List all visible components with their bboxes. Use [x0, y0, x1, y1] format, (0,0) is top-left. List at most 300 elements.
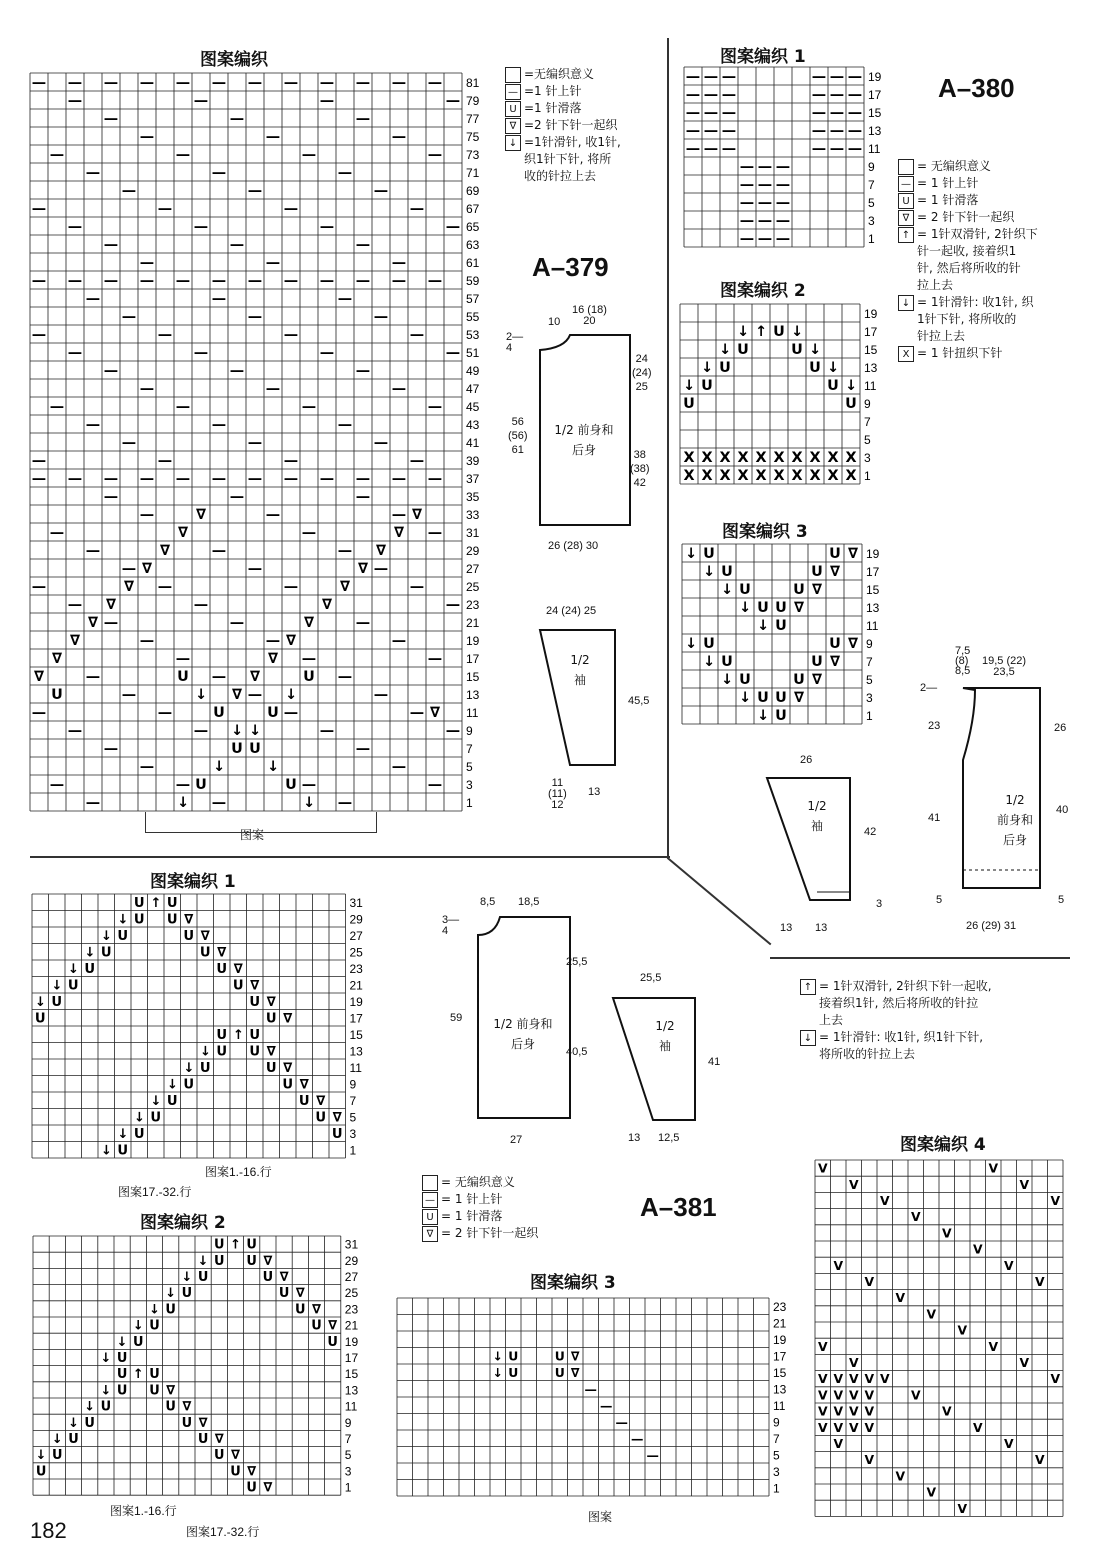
stitch-symbol: V — [895, 1468, 906, 1484]
row-number-label: 41 — [466, 436, 480, 451]
stitch-symbol: ∇ — [200, 928, 210, 944]
row-number-label: 1 — [864, 469, 871, 484]
stitch-symbol: — — [847, 105, 863, 122]
stitch-symbol: U — [775, 618, 787, 635]
a381-body-label: 1/2 前身和 后身 — [493, 1017, 553, 1051]
stitch-symbol: — — [584, 1381, 597, 1397]
stitch-grid — [682, 544, 892, 726]
stitch-symbol: ∇ — [570, 1364, 580, 1380]
stitch-symbol: U — [149, 1367, 160, 1383]
stitch-symbol: — — [211, 471, 227, 488]
stitch-symbol: — — [67, 219, 83, 236]
stitch-symbol: ∇ — [250, 978, 260, 994]
stitch-symbol: — — [445, 93, 461, 110]
stitch-symbol: — — [427, 147, 443, 164]
a379-sleeve-top: 24 (24) 25 — [546, 605, 597, 617]
stitch-symbol: ↓ — [100, 1143, 112, 1159]
a379-code: A–379 — [532, 252, 609, 282]
stitch-symbol: — — [685, 141, 701, 158]
row-number-label: 17 — [773, 1349, 787, 1364]
stitch-symbol: — — [157, 705, 173, 722]
legend-symbol-icon — [422, 1175, 438, 1191]
stitch-symbol: ∇ — [295, 1286, 305, 1302]
row-number-label: 5 — [864, 433, 871, 448]
stitch-symbol: U — [246, 1237, 257, 1253]
stitch-symbol: — — [193, 345, 209, 362]
stitch-symbol: — — [283, 579, 299, 596]
stitch-symbol: U — [199, 945, 211, 961]
stitch-symbol: — — [247, 273, 263, 290]
stitch-symbol: — — [721, 87, 737, 104]
legend-symbol-icon: U — [898, 193, 914, 209]
stitch-symbol: — — [847, 141, 863, 158]
stitch-symbol: — — [391, 507, 407, 524]
stitch-symbol: V — [833, 1436, 844, 1452]
legend-text: = 1 针扭织下针 — [917, 346, 1003, 360]
stitch-symbol: — — [211, 165, 227, 182]
stitch-symbol: U — [721, 654, 733, 671]
stitch-symbol: — — [49, 525, 65, 542]
stitch-symbol: — — [847, 87, 863, 104]
a380-chart3 — [682, 544, 892, 726]
stitch-symbol: ↓ — [266, 759, 280, 776]
a381-body-top-b: 18,5 — [518, 896, 540, 908]
row-number-label: 21 — [349, 978, 363, 993]
stitch-symbol: U — [554, 1348, 565, 1364]
row-number-label: 19 — [349, 994, 363, 1009]
stitch-symbol: ↓ — [149, 1302, 160, 1318]
stitch-symbol: — — [49, 147, 65, 164]
a381-legend — [422, 1174, 582, 1242]
stitch-symbol: ↓ — [194, 687, 208, 704]
row-number-label: 1 — [773, 1481, 780, 1496]
stitch-symbol: X — [719, 468, 731, 485]
a381-sleeve-schematic — [605, 990, 715, 1130]
stitch-symbol: — — [31, 273, 47, 290]
stitch-symbol: — — [703, 141, 719, 158]
stitch-symbol: — — [139, 471, 155, 488]
legend-text: = 1针滑针: 收1针, 织1针下针, 将所收的针拉上去 — [819, 1030, 984, 1061]
stitch-grid — [680, 304, 890, 486]
stitch-symbol: ↓ — [150, 1093, 162, 1109]
stitch-symbol: — — [193, 93, 209, 110]
stitch-symbol: — — [373, 561, 389, 578]
stitch-symbol: ↓ — [166, 1077, 178, 1093]
stitch-symbol: — — [373, 687, 389, 704]
stitch-symbol: ∇ — [198, 1415, 208, 1431]
a379-chart-title: 图案编织 — [200, 50, 268, 70]
a380-body-h-right2: 40 — [1056, 804, 1069, 816]
stitch-grid — [30, 73, 492, 813]
stitch-symbol: ↑ — [754, 324, 768, 341]
stitch-symbol: — — [757, 159, 773, 176]
stitch-symbol: U — [117, 1143, 129, 1159]
stitch-symbol: — — [229, 489, 245, 506]
stitch-symbol: — — [85, 165, 101, 182]
divider-diagonal — [667, 857, 772, 945]
stitch-symbol: ↓ — [183, 1060, 195, 1076]
stitch-symbol: — — [337, 669, 353, 686]
legend-symbol-icon: ∇ — [505, 118, 521, 134]
row-number-label: 3 — [864, 451, 871, 466]
stitch-symbol: ↓ — [720, 672, 734, 689]
stitch-symbol: ∇ — [316, 1093, 326, 1109]
stitch-symbol: U — [216, 961, 228, 977]
stitch-symbol: ∇ — [217, 945, 227, 961]
stitch-symbol: ∇ — [299, 1077, 309, 1093]
stitch-symbol: ↓ — [100, 1383, 112, 1399]
a380-chart2-title: 图案编织 2 — [720, 281, 806, 301]
stitch-symbol: U — [52, 1448, 63, 1464]
stitch-symbol: U — [166, 912, 178, 928]
stitch-symbol: U — [249, 1044, 261, 1060]
stitch-symbol: ∇ — [182, 1399, 192, 1415]
a380-chart3-title: 图案编织 3 — [722, 522, 808, 542]
stitch-symbol: V — [817, 1160, 828, 1176]
stitch-symbol: ∇ — [195, 507, 207, 524]
stitch-symbol: ↓ — [844, 378, 858, 395]
row-number-label: 55 — [466, 310, 480, 325]
a381-chart3-caption: 图案 — [588, 1510, 613, 1524]
stitch-symbol: — — [283, 705, 299, 722]
a381-body-bottom: 27 — [510, 1134, 523, 1146]
legend-text: = 2 针下针一起织 — [917, 210, 1015, 224]
row-number-label: 31 — [349, 895, 363, 910]
stitch-symbol: V — [879, 1371, 890, 1387]
legend-text: = 1 针滑落 — [441, 1209, 503, 1223]
stitch-symbol: — — [409, 327, 425, 344]
legend-symbol-icon — [898, 159, 914, 175]
stitch-symbol: U — [683, 396, 695, 413]
stitch-symbol: X — [791, 468, 803, 485]
legend-row — [505, 100, 655, 117]
legend-text: = 1 针滑落 — [917, 193, 979, 207]
row-number-label: 15 — [868, 106, 882, 121]
stitch-symbol: ∇ — [266, 1044, 276, 1060]
stitch-symbol: ↓ — [738, 690, 752, 707]
legend-symbol-icon: U — [422, 1209, 438, 1225]
stitch-symbol: V — [848, 1355, 859, 1371]
divider-horizontal-right — [770, 957, 1070, 959]
row-number-label: 23 — [344, 1302, 359, 1317]
row-number-label: 11 — [866, 619, 879, 634]
row-number-label: 3 — [868, 214, 875, 229]
stitch-symbol: ∇ — [321, 597, 333, 614]
a381-chart4 — [815, 1160, 1093, 1518]
a381-chart2-cap2: 图案17.-32.行 — [186, 1525, 260, 1539]
stitch-symbol: U — [84, 1415, 95, 1431]
stitch-symbol: U — [703, 546, 715, 563]
stitch-symbol: V — [864, 1274, 875, 1290]
legend-row — [898, 209, 1073, 226]
a380-code: A–380 — [938, 73, 1015, 103]
stitch-symbol: — — [811, 123, 827, 140]
stitch-symbol: — — [211, 669, 227, 686]
stitch-symbol: U — [231, 741, 243, 758]
stitch-symbol: U — [809, 360, 821, 377]
stitch-symbol: ↓ — [35, 1448, 47, 1464]
row-number-label: 13 — [864, 361, 878, 376]
a380-chart1 — [684, 67, 894, 249]
row-number-label: 5 — [344, 1448, 352, 1463]
row-number-label: 19 — [344, 1334, 359, 1349]
stitch-symbol: V — [910, 1387, 921, 1403]
stitch-symbol: U — [775, 690, 787, 707]
stitch-symbol: — — [49, 777, 65, 794]
stitch-symbol: ↓ — [181, 1270, 193, 1286]
stitch-symbol: U — [285, 777, 297, 794]
stitch-symbol: — — [427, 399, 443, 416]
stitch-symbol: — — [121, 435, 137, 452]
stitch-symbol: — — [49, 399, 65, 416]
a381-chart3 — [397, 1298, 799, 1498]
stitch-symbol: V — [1034, 1274, 1045, 1290]
stitch-symbol: U — [508, 1364, 519, 1380]
stitch-symbol: — — [319, 219, 335, 236]
row-number-label: 1 — [344, 1480, 352, 1495]
stitch-symbol: V — [848, 1403, 859, 1419]
row-number-label: 19 — [866, 547, 880, 562]
stitch-symbol: X — [737, 468, 749, 485]
stitch-symbol: — — [139, 381, 155, 398]
row-number-label: 7 — [866, 655, 873, 670]
page-number: 182 — [30, 1518, 67, 1543]
stitch-symbol: U — [183, 928, 195, 944]
stitch-symbol: — — [703, 87, 719, 104]
row-number-label: 23 — [349, 961, 363, 976]
a381-body-top-a: 8,5 — [480, 896, 496, 908]
stitch-symbol: V — [910, 1209, 921, 1225]
legend-row — [898, 345, 1073, 362]
stitch-symbol: — — [157, 453, 173, 470]
row-number-label: 9 — [868, 160, 875, 175]
a380-body-h-top: 23 — [928, 720, 941, 732]
stitch-symbol: — — [337, 543, 353, 560]
row-number-label: 15 — [866, 583, 880, 598]
stitch-symbol: ↓ — [682, 378, 696, 395]
stitch-symbol: X — [737, 450, 749, 467]
legend-row — [800, 1029, 1060, 1063]
a379-body-height: 56 (56) 61 — [508, 416, 528, 456]
a380-legend — [898, 158, 1073, 362]
stitch-symbol: — — [703, 69, 719, 86]
stitch-symbol: ∇ — [829, 564, 841, 581]
stitch-symbol: — — [175, 399, 191, 416]
stitch-symbol: — — [139, 273, 155, 290]
stitch-symbol: ↓ — [100, 1351, 112, 1367]
stitch-symbol: ↑ — [150, 895, 162, 911]
stitch-symbol: V — [926, 1306, 937, 1322]
stitch-symbol: — — [775, 159, 791, 176]
stitch-symbol: — — [85, 417, 101, 434]
row-number-label: 11 — [773, 1398, 786, 1413]
stitch-symbol: — — [721, 123, 737, 140]
stitch-symbol: ∇ — [249, 669, 261, 686]
row-number-label: 21 — [773, 1316, 787, 1331]
stitch-symbol: U — [303, 669, 315, 686]
stitch-symbol: ∇ — [141, 561, 153, 578]
a379-body-top-a: 10 — [548, 316, 561, 328]
stitch-symbol: — — [85, 291, 101, 308]
stitch-symbol: X — [755, 450, 767, 467]
stitch-symbol: V — [1019, 1355, 1030, 1371]
legend-text: = 无编织意义 — [441, 1175, 515, 1189]
row-number-label: 3 — [466, 778, 473, 793]
stitch-symbol: — — [775, 195, 791, 212]
stitch-symbol: ∇ — [328, 1318, 338, 1334]
stitch-symbol: ∇ — [184, 912, 194, 928]
stitch-symbol: V — [817, 1403, 828, 1419]
stitch-symbol: — — [247, 561, 263, 578]
stitch-symbol: — — [85, 543, 101, 560]
a379-chart-caption: 图案 — [240, 828, 265, 842]
stitch-symbol: U — [214, 1253, 225, 1269]
row-number-label: 19 — [868, 70, 882, 85]
stitch-symbol: — — [31, 453, 47, 470]
row-number-label: 29 — [349, 912, 363, 927]
row-number-label: 17 — [864, 325, 878, 340]
row-number-label: 49 — [466, 364, 480, 379]
stitch-symbol: — — [103, 75, 119, 92]
stitch-symbol: U — [195, 777, 207, 794]
stitch-symbol: X — [809, 450, 821, 467]
a379-sleeve-label: 1/2 袖 — [570, 653, 590, 687]
row-number-label: 17 — [466, 652, 480, 667]
stitch-symbol: ↓ — [826, 360, 840, 377]
a381-sleeve-top: 25,5 — [640, 972, 662, 984]
stitch-symbol: — — [139, 255, 155, 272]
a379-body-side-bot: 38 (38) 42 — [630, 449, 650, 489]
stitch-symbol: ∇ — [311, 1302, 322, 1318]
stitch-symbol: ↓ — [51, 1432, 63, 1448]
stitch-symbol: U — [721, 564, 733, 581]
divider-horizontal-left — [30, 856, 670, 858]
stitch-symbol: — — [337, 291, 353, 308]
stitch-symbol: ∇ — [811, 582, 823, 599]
stitch-symbol: — — [391, 759, 407, 776]
a381-sleeve-bot-b: 12,5 — [658, 1132, 680, 1144]
stitch-symbol: ∇ — [793, 600, 805, 617]
stitch-symbol: ∇ — [87, 615, 99, 632]
stitch-symbol: ∇ — [266, 994, 276, 1010]
legend-text: = 1针双滑针, 2针织下 针一起收, 接着织1 针, 然后将所收的针 拉上去 — [917, 227, 1038, 292]
stitch-symbol: ∇ — [33, 669, 45, 686]
stitch-symbol: — — [283, 201, 299, 218]
row-number-label: 19 — [466, 634, 480, 649]
legend-text: = 1针滑针: 收1针, 织 1针下针, 将所收的 针拉上去 — [917, 295, 1034, 343]
stitch-symbol: — — [391, 633, 407, 650]
stitch-symbol: ∇ — [332, 1110, 342, 1126]
stitch-symbol: V — [848, 1419, 859, 1435]
stitch-symbol: ∇ — [829, 654, 841, 671]
stitch-symbol: V — [1050, 1371, 1061, 1387]
a380-body-label: 1/2 前身和 后身 — [996, 793, 1033, 847]
stitch-symbol: — — [157, 579, 173, 596]
stitch-symbol: U — [100, 945, 112, 961]
stitch-symbol: — — [229, 111, 245, 128]
row-number-label: 29 — [344, 1253, 359, 1268]
stitch-symbol: — — [31, 201, 47, 218]
stitch-symbol: — — [31, 705, 47, 722]
stitch-grid — [684, 67, 894, 249]
stitch-symbol: V — [848, 1371, 859, 1387]
stitch-symbol: V — [833, 1403, 844, 1419]
stitch-symbol: U — [133, 895, 145, 911]
legend-symbol-icon: — — [898, 176, 914, 192]
stitch-symbol: U — [811, 654, 823, 671]
stitch-symbol: U — [793, 672, 805, 689]
stitch-symbol: — — [319, 471, 335, 488]
row-number-label: 67 — [466, 202, 480, 217]
stitch-symbol: V — [833, 1387, 844, 1403]
row-number-label: 9 — [466, 724, 473, 739]
a380-sleeve-top: 26 — [800, 754, 813, 766]
stitch-symbol: ∇ — [429, 705, 441, 722]
row-number-label: 11 — [864, 379, 877, 394]
stitch-symbol: — — [811, 105, 827, 122]
stitch-symbol: — — [175, 471, 191, 488]
stitch-symbol: — — [103, 237, 119, 254]
legend-symbol-icon: — — [422, 1192, 438, 1208]
row-number-label: 17 — [866, 565, 880, 580]
stitch-symbol: U — [829, 636, 841, 653]
stitch-symbol: — — [211, 417, 227, 434]
stitch-symbol: — — [703, 105, 719, 122]
stitch-symbol: U — [68, 1432, 79, 1448]
a380-body-h-mid: 41 — [928, 812, 941, 824]
row-number-label: 23 — [466, 598, 480, 613]
stitch-grid — [32, 894, 376, 1160]
stitch-symbol: — — [811, 87, 827, 104]
row-number-label: 27 — [344, 1270, 359, 1285]
stitch-symbol: ↓ — [117, 912, 129, 928]
stitch-symbol: — — [775, 231, 791, 248]
row-number-label: 7 — [864, 415, 871, 430]
stitch-symbol: ∇ — [339, 579, 351, 596]
stitch-symbol: — — [445, 219, 461, 236]
stitch-symbol: — — [355, 471, 371, 488]
row-number-label: 13 — [349, 1044, 363, 1059]
stitch-symbol: V — [1050, 1193, 1061, 1209]
stitch-symbol: V — [817, 1387, 828, 1403]
stitch-symbol: V — [1003, 1257, 1014, 1273]
a381-chart3-title: 图案编织 3 — [530, 1273, 616, 1293]
stitch-symbol: — — [829, 105, 845, 122]
stitch-symbol: ↓ — [302, 795, 316, 812]
stitch-symbol: — — [829, 123, 845, 140]
row-number-label: 27 — [349, 928, 363, 943]
stitch-symbol: U — [773, 324, 785, 341]
row-number-label: 63 — [466, 238, 480, 253]
legend-symbol-icon: ∇ — [898, 210, 914, 226]
stitch-symbol: — — [337, 165, 353, 182]
stitch-symbol: U — [811, 564, 823, 581]
stitch-symbol: U — [214, 1448, 225, 1464]
stitch-symbol: V — [833, 1371, 844, 1387]
stitch-symbol: ∇ — [375, 543, 387, 560]
stitch-symbol: X — [827, 450, 839, 467]
stitch-symbol: — — [757, 231, 773, 248]
stitch-symbol: — — [391, 75, 407, 92]
row-number-label: 9 — [773, 1415, 780, 1430]
a381-chart1-cap1: 图案1.-16.行 — [205, 1165, 272, 1179]
stitch-symbol: — — [409, 453, 425, 470]
stitch-symbol: — — [427, 525, 443, 542]
a380-body-h-right: 26 — [1054, 722, 1067, 734]
stitch-symbol: ↓ — [808, 342, 822, 359]
stitch-symbol: — — [211, 273, 227, 290]
stitch-symbol: — — [685, 105, 701, 122]
